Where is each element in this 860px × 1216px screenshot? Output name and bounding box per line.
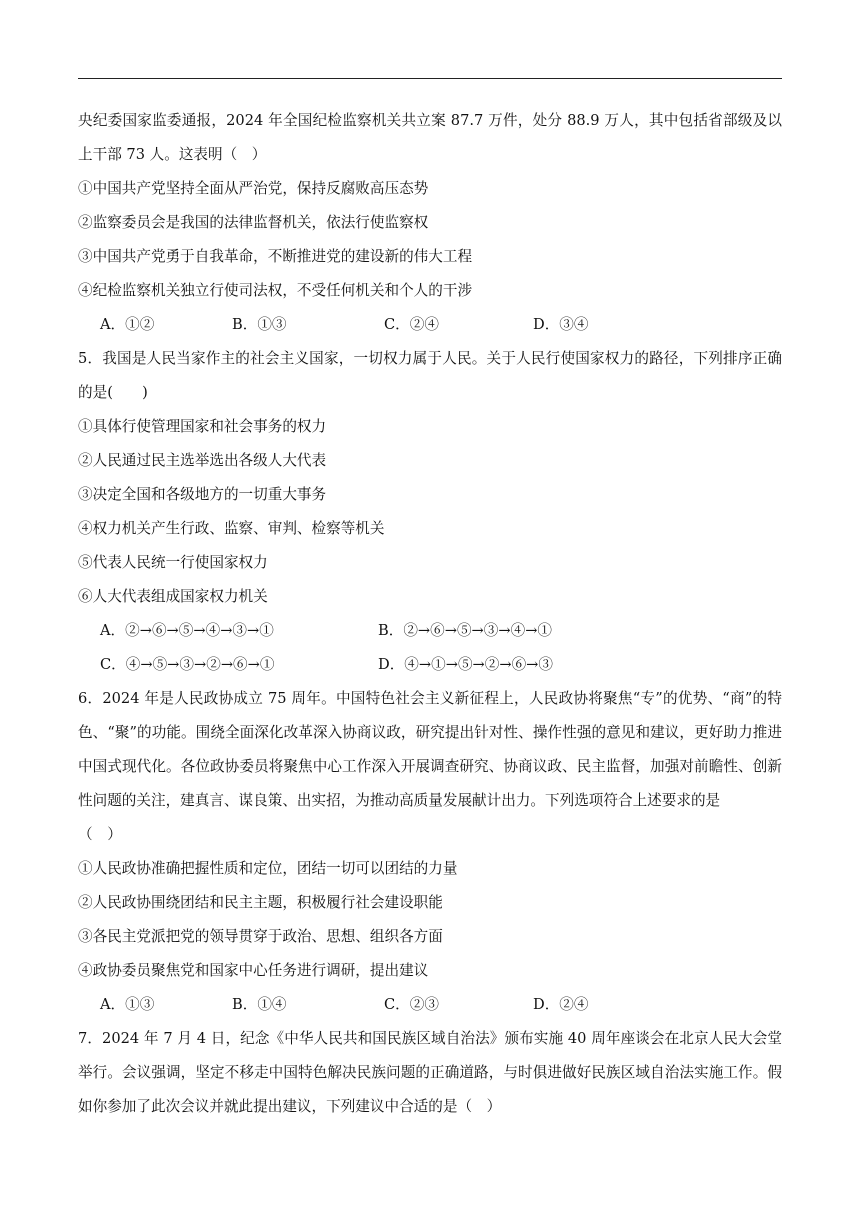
q4-option-a[interactable]: A．①②	[100, 316, 155, 333]
q6-item-2: ②人民政协围绕团结和民主主题，积极履行社会建设职能	[78, 894, 443, 911]
q5-option-b[interactable]: B．②→⑥→⑤→③→④→①	[378, 622, 553, 639]
q4-item-1: ①中国共产党坚持全面从严治党，保持反腐败高压态势	[78, 180, 429, 197]
q6-stem: 6．2024 年是人民政协成立 75 周年。中国特色社会主义新征程上，人民政协将聚焦“专”的优势、“商”的特色、“聚”的功能。围绕全面深化改革深入协商议政，研究提出针对性、操作性强的意见和建议，更好助力推进中国式现代化。各位政协委员将聚焦中心工作深入开展调查研究、协商议政、民主监督，加强对前瞻性、创新性问题的关注，建真言、谋良策、出实招，为推动高质量发展献计出力。下列选项符合上述要求的是	[78, 690, 782, 809]
q6-option-a[interactable]: A．①③	[100, 996, 155, 1013]
q4-item-3: ③中国共产党勇于自我革命，不断推进党的建设新的伟大工程	[78, 248, 473, 265]
q6-option-d[interactable]: D．②④	[533, 996, 589, 1013]
q6-option-c[interactable]: C．②③	[384, 996, 439, 1013]
q4-option-c[interactable]: C．②④	[384, 316, 439, 333]
q5-item-5: ⑤代表人民统一行使国家权力	[78, 554, 268, 571]
q5-option-c[interactable]: C．④→⑤→③→②→⑥→①	[100, 656, 275, 673]
q5-options-row-1	[78, 614, 782, 648]
q4-item-4: ④纪检监察机关独立行使司法权，不受任何机关和个人的干涉	[78, 282, 473, 299]
q5-item-2: ②人民通过民主选举选出各级人大代表	[78, 452, 327, 469]
q4-option-b[interactable]: B．①③	[232, 316, 287, 333]
q5-item-1: ①具体行使管理国家和社会事务的权力	[78, 418, 327, 435]
q5-item-3: ③决定全国和各级地方的一切重大事务	[78, 486, 327, 503]
q6-item-3: ③各民主党派把党的领导贯穿于政治、思想、组织各方面	[78, 928, 443, 945]
q7-stem: 7．2024 年 7 月 4 日，纪念《中华人民共和国民族区域自治法》颁布实施 40 周年座谈会在北京人民大会堂举行。会议强调，坚定不移走中国特色解决民族问题的正确道路，与时俱进做好民族区域自治法实施工作。假如你参加了此次会议并就此提出建议，下列建议中合适的是（ ）	[78, 1030, 782, 1115]
q5-options-row-2	[78, 648, 782, 682]
q6-option-b[interactable]: B．①④	[232, 996, 287, 1013]
q6-options	[78, 988, 782, 1022]
q5-option-d[interactable]: D．④→①→⑤→②→⑥→③	[378, 656, 553, 673]
q6-answer-blank: （ ）	[78, 826, 122, 843]
document-body	[78, 104, 782, 1124]
q6-item-4: ④政协委员聚焦党和国家中心任务进行调研，提出建议	[78, 962, 429, 979]
q4-options	[78, 308, 782, 342]
q5-item-6: ⑥人大代表组成国家权力机关	[78, 588, 268, 605]
q4-option-d[interactable]: D．③④	[533, 316, 589, 333]
q5-stem: 5．我国是人民当家作主的社会主义国家，一切权力属于人民。关于人民行使国家权力的路径，下列排序正确的是( )	[78, 350, 782, 401]
q4-item-2: ②监察委员会是我国的法律监督机关，依法行使监察权	[78, 214, 429, 231]
q6-item-1: ①人民政协准确把握性质和定位，团结一切可以团结的力量	[78, 860, 458, 877]
header-rule	[78, 78, 782, 79]
q4-stem: 央纪委国家监委通报，2024 年全国纪检监察机关共立案 87.7 万件，处分 88.9 万人，其中包括省部级及以上干部 73 人。这表明（ ）	[78, 112, 782, 163]
q5-item-4: ④权力机关产生行政、监察、审判、检察等机关	[78, 520, 385, 537]
q5-option-a[interactable]: A．②→⑥→⑤→④→③→①	[100, 622, 274, 639]
